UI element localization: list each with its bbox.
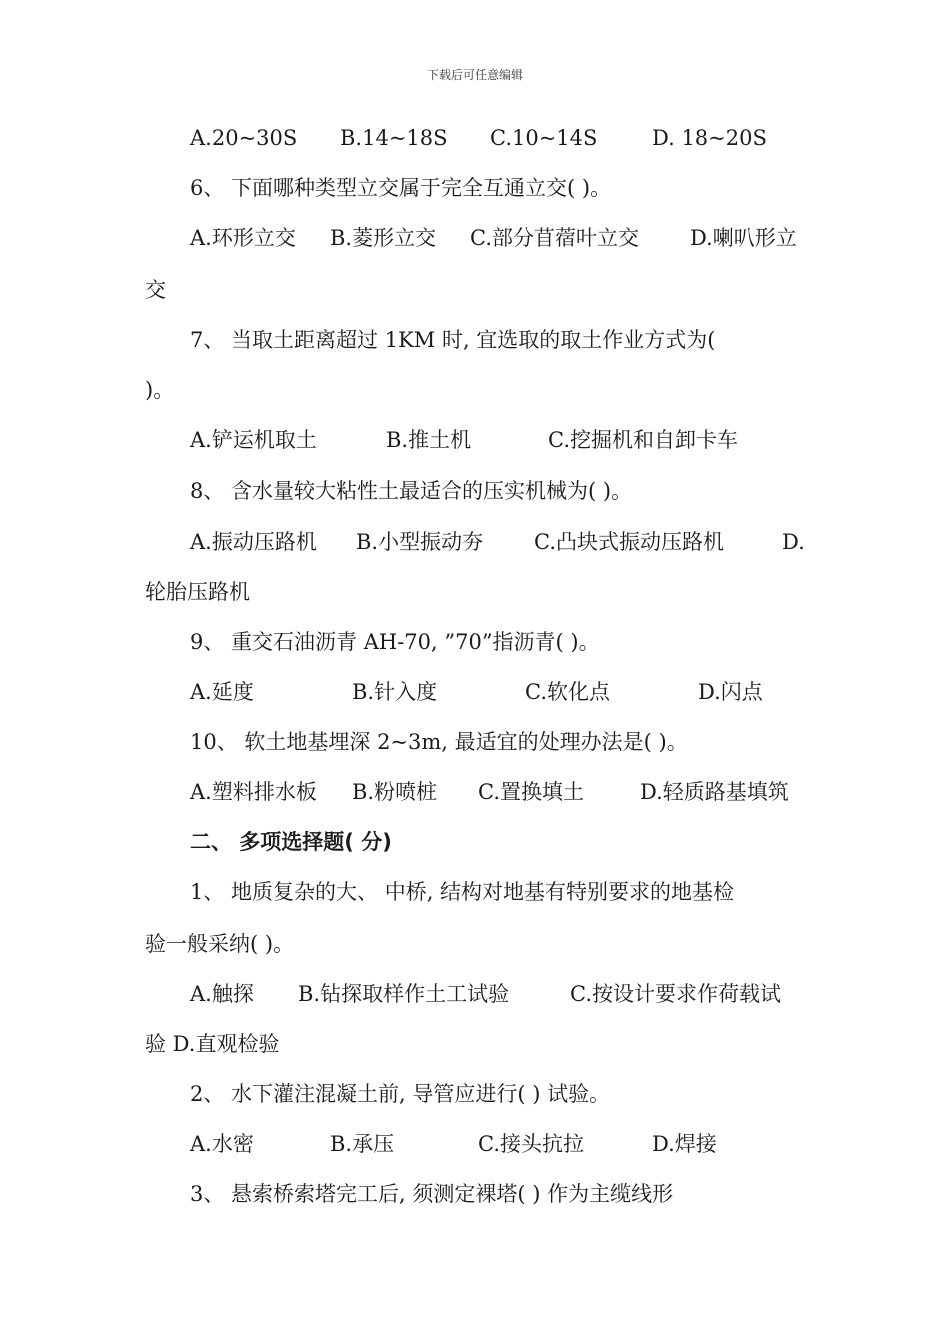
m2-option-d: D.焊接 xyxy=(652,1132,717,1156)
q9-option-d: D.闪点 xyxy=(698,680,763,704)
m1-option-b: B.钻探取样作土工试验 xyxy=(298,982,510,1006)
q9-option-a: A.延度 xyxy=(190,680,254,704)
section-heading-multiple-choice: 二、 多项选择题( 分) xyxy=(190,830,392,854)
multi-question-1-line2: 验一般采纳( )。 xyxy=(145,932,295,956)
question-10: 10、 软土地基埋深 2~3m, 最适宜的处理办法是( )。 xyxy=(190,730,688,754)
q7-option-b: B.推土机 xyxy=(386,428,472,452)
page-header-note: 下载后可任意编辑 xyxy=(426,68,523,82)
m1-option-c: C.按设计要求作荷载试 xyxy=(570,982,781,1006)
question-8: 8、 含水量较大粘性土最适合的压实机械为( )。 xyxy=(190,479,633,503)
question-9: 9、 重交石油沥青 AH-70, ”70”指沥青( )。 xyxy=(190,630,600,654)
q8-option-a: A.振动压路机 xyxy=(190,530,317,554)
q7-option-a: A.铲运机取土 xyxy=(190,428,317,452)
m2-option-c: C.接头抗拉 xyxy=(478,1132,584,1156)
m1-option-a: A.触探 xyxy=(190,982,254,1006)
multi-question-1-line1: 1、 地质复杂的大、 中桥, 结构对地基有特别要求的地基检 xyxy=(190,880,735,904)
q10-option-d: D.轻质路基填筑 xyxy=(640,780,789,804)
m2-option-a: A.水密 xyxy=(190,1132,254,1156)
m1-option-wrap: 验 D.直观检验 xyxy=(145,1032,280,1056)
option-b: B.14~18S xyxy=(340,126,448,150)
q9-option-c: C.软化点 xyxy=(525,680,610,704)
question-7-line1: 7、 当取土距离超过 1KM 时, 宜选取的取土作业方式为( xyxy=(190,328,716,352)
question-7-line2: )。 xyxy=(145,378,175,402)
option-a: A.20~30S xyxy=(190,126,298,150)
q6-option-wrap: 交 xyxy=(145,278,166,302)
q6-option-c: C.部分苜蓿叶立交 xyxy=(470,226,639,250)
option-c: C.10~14S xyxy=(490,126,598,150)
q6-option-a: A.环形立交 xyxy=(190,226,296,250)
q8-option-d: D. xyxy=(782,530,805,554)
multi-question-2: 2、 水下灌注混凝土前, 导管应进行( ) 试验。 xyxy=(190,1082,611,1106)
q10-option-c: C.置换填土 xyxy=(478,780,584,804)
q8-option-c: C.凸块式振动压路机 xyxy=(534,530,724,554)
option-d: D. 18~20S xyxy=(652,126,767,150)
q6-option-d: D.喇叭形立 xyxy=(690,226,797,250)
multi-question-3: 3、 悬索桥索塔完工后, 须测定裸塔( ) 作为主缆线形 xyxy=(190,1182,674,1206)
q9-option-b: B.针入度 xyxy=(352,680,438,704)
q8-option-b: B.小型振动夯 xyxy=(356,530,484,554)
q8-option-wrap: 轮胎压路机 xyxy=(145,580,250,604)
q10-option-a: A.塑料排水板 xyxy=(190,780,317,804)
question-6: 6、 下面哪种类型立交属于完全互通立交( )。 xyxy=(190,176,612,200)
q7-option-c: C.挖掘机和自卸卡车 xyxy=(548,428,738,452)
m2-option-b: B.承压 xyxy=(330,1132,395,1156)
q10-option-b: B.粉喷桩 xyxy=(352,780,438,804)
q6-option-b: B.菱形立交 xyxy=(330,226,437,250)
